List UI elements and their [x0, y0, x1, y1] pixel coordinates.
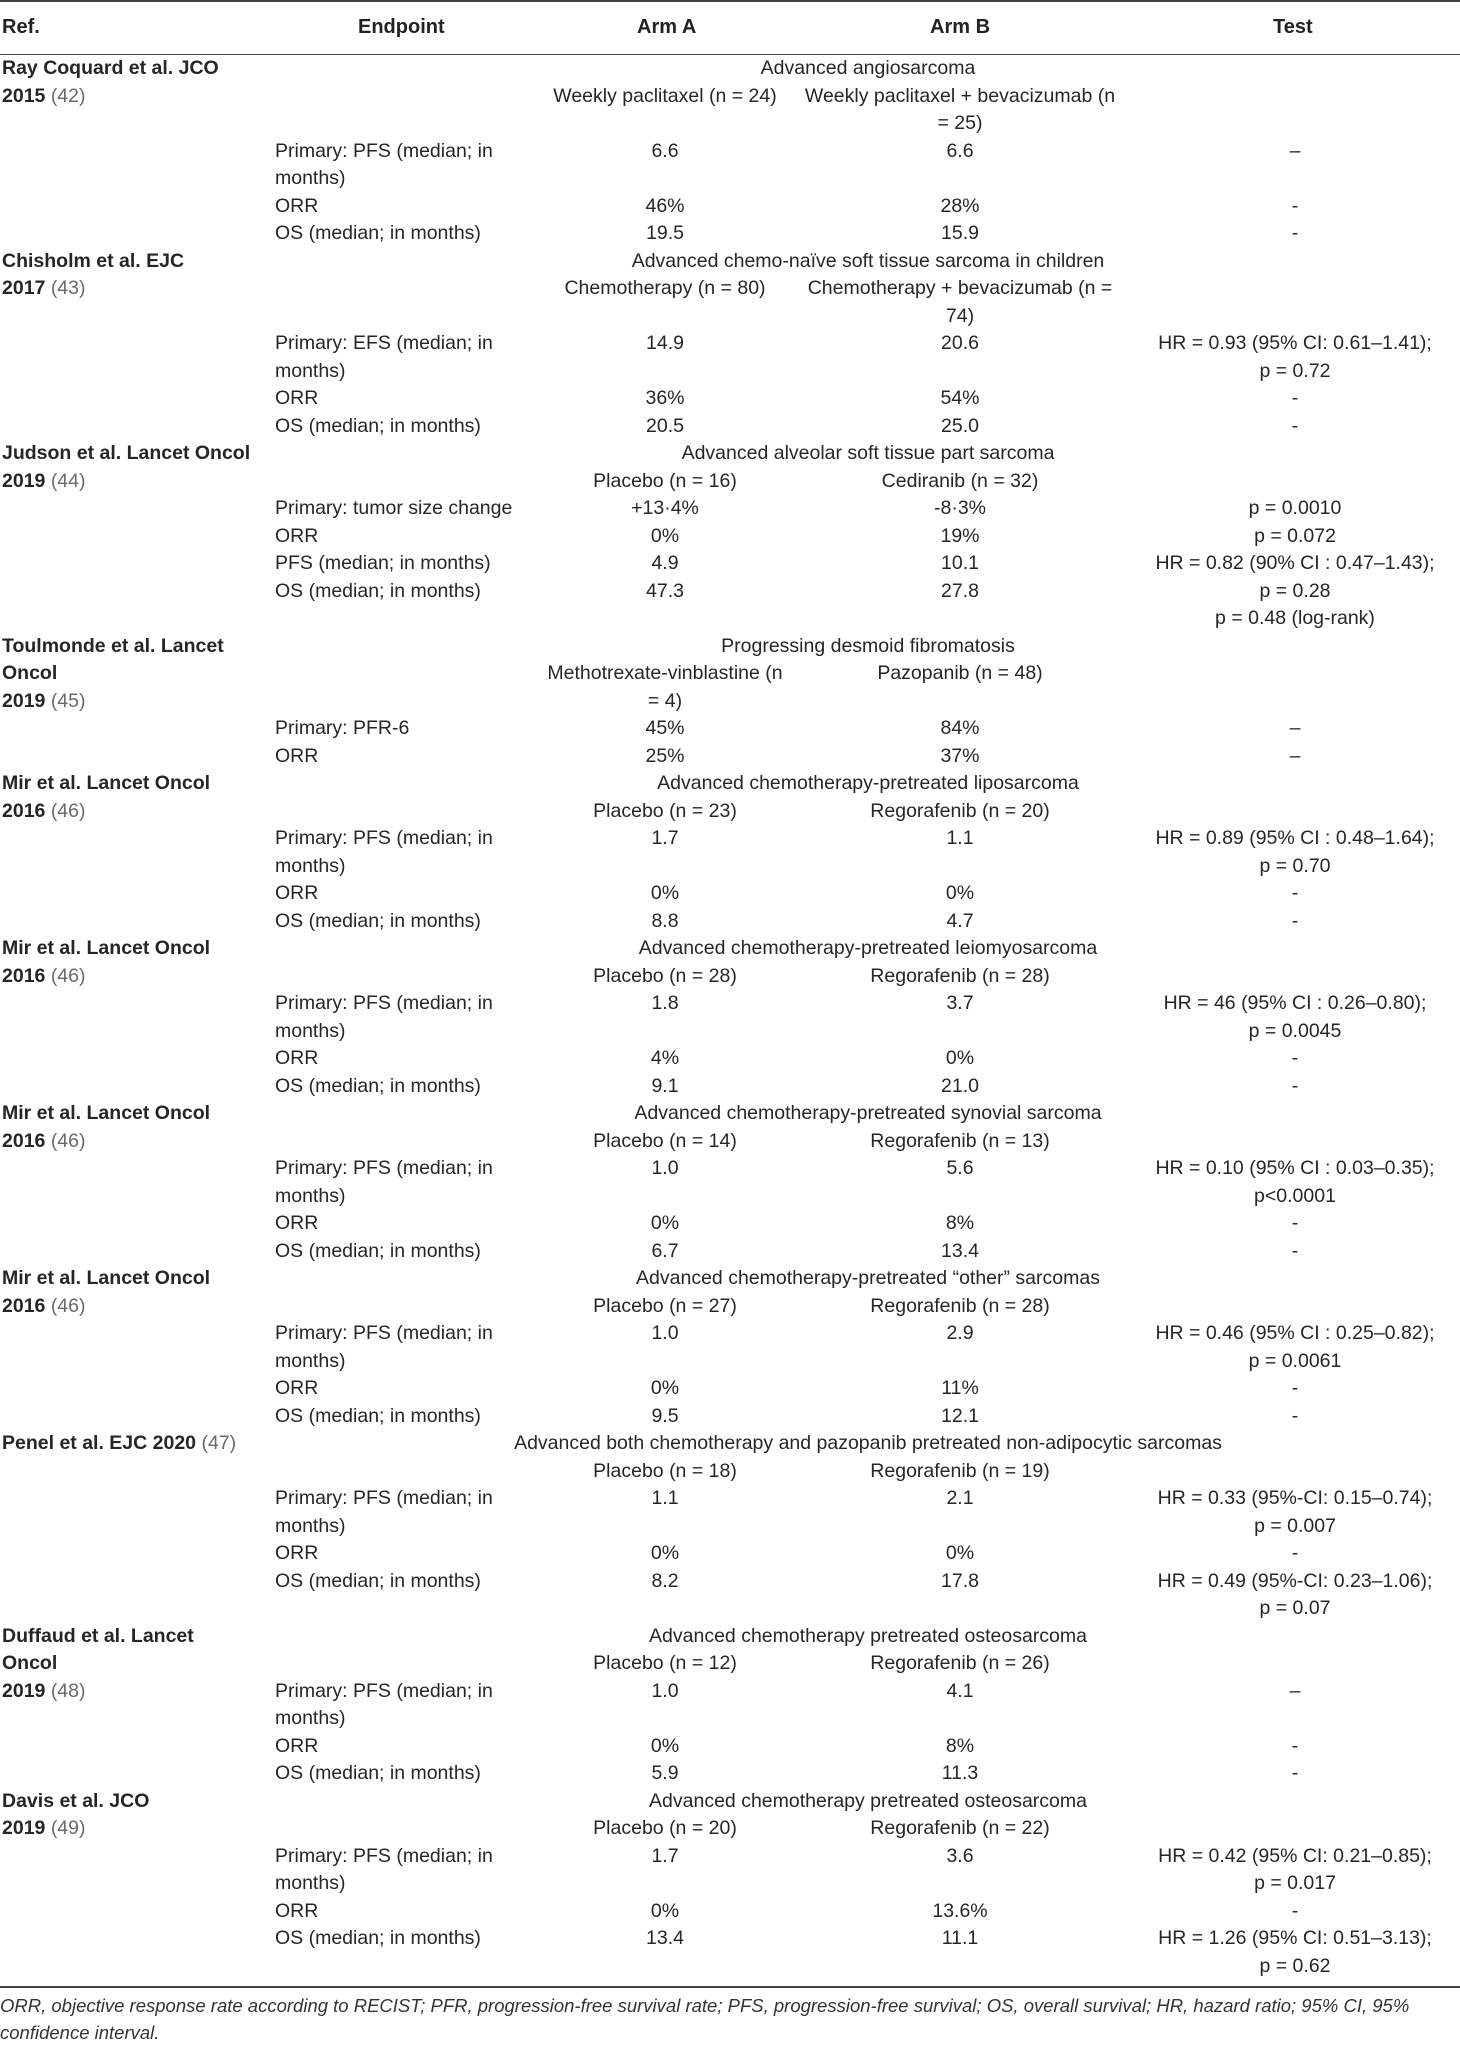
- arm-b-value: 17.8: [941, 1569, 979, 1592]
- test-result: –: [1289, 717, 1301, 739]
- endpoint-label: months): [275, 1514, 346, 1537]
- header-test: Test: [1273, 16, 1313, 38]
- arm-a-value: 0%: [650, 1542, 680, 1564]
- arm-b-value: 28%: [940, 194, 980, 217]
- study-reference: Ray Coquard et al. JCO: [2, 57, 219, 79]
- arm-b-value: 12.1: [941, 1404, 979, 1427]
- test-result: -: [1291, 1074, 1299, 1097]
- arm-b-value: 6.6: [946, 139, 974, 162]
- endpoint-label: OS (median; in months): [275, 1569, 481, 1592]
- endpoint-label: months): [275, 1349, 346, 1372]
- test-result: -: [1291, 1239, 1299, 1262]
- arm-b-label: Cediranib (n = 32): [881, 469, 1039, 492]
- arm-b-value: 54%: [940, 387, 980, 409]
- test-result: –: [1289, 1679, 1301, 1702]
- study-population: Advanced both chemotherapy and pazopanib pretreated non-adipocytic sarcomas: [514, 1432, 1222, 1454]
- arm-a-label: Placebo (n = 14): [593, 1129, 737, 1152]
- arm-b-value: 11%: [941, 1377, 979, 1399]
- test-result: -: [1291, 1542, 1299, 1564]
- arm-a-value: 0%: [650, 1377, 680, 1399]
- arm-b-label: Regorafenib (n = 26): [870, 1652, 1050, 1674]
- arm-a-value: 1.7: [651, 827, 679, 849]
- arm-a-value: 47.3: [646, 579, 684, 602]
- arm-b-value: 5.6: [946, 1157, 974, 1179]
- study-reference: Mir et al. Lancet Oncol: [2, 1102, 211, 1124]
- arm-b-value: 20.6: [941, 332, 979, 354]
- arm-b-value: 15.9: [941, 222, 979, 244]
- arm-a-label: = 4): [647, 689, 683, 712]
- test-result: -: [1291, 1899, 1299, 1922]
- study-reference: 2016 (46): [2, 1129, 86, 1152]
- arm-a-value: 1.0: [651, 1157, 679, 1179]
- arm-a-label: Methotrexate-vinblastine (n: [547, 662, 783, 684]
- endpoint-label: Primary: PFS (median; in: [275, 827, 493, 849]
- test-result: HR = 0.93 (95% CI: 0.61–1.41);: [1158, 332, 1432, 354]
- test-result: -: [1291, 1404, 1299, 1427]
- arm-a-value: 1.0: [651, 1322, 679, 1344]
- test-result: p = 0.017: [1254, 1872, 1336, 1894]
- study-reference: Chisholm et al. EJC: [2, 249, 185, 272]
- endpoint-label: Primary: PFS (median; in: [275, 1322, 493, 1344]
- arm-a-value: 4.9: [651, 552, 679, 574]
- arm-a-value: 1.1: [651, 1487, 679, 1509]
- arm-a-value: 0%: [650, 1899, 680, 1922]
- study-reference: 2019 (48): [2, 1679, 86, 1702]
- study-population: Advanced chemotherapy-pretreated “other” sarcomas: [636, 1267, 1100, 1289]
- arm-b-value: 10.1: [941, 552, 979, 574]
- endpoint-label: months): [275, 167, 346, 189]
- arm-b-value: 1.1: [946, 827, 974, 849]
- study-reference: 2016 (46): [2, 799, 86, 822]
- header-arm-a: Arm A: [637, 16, 697, 38]
- footnote-line: confidence interval.: [0, 2022, 160, 2043]
- citation-link[interactable]: (48): [50, 1679, 86, 1702]
- arm-b-label: 74): [945, 304, 975, 327]
- test-result: -: [1291, 1047, 1299, 1069]
- test-result: -: [1291, 194, 1299, 217]
- study-population: Advanced chemotherapy-pretreated liposarcoma: [657, 772, 1079, 794]
- test-result: -: [1291, 1762, 1299, 1784]
- arm-a-value: 0%: [650, 882, 680, 904]
- test-result: p = 0.72: [1259, 359, 1331, 382]
- endpoint-label: PFS (median; in months): [275, 552, 491, 574]
- endpoint-label: ORR: [275, 1542, 319, 1564]
- arm-b-value: 8%: [945, 1212, 975, 1234]
- endpoint-label: Primary: PFS (median; in: [275, 1679, 493, 1702]
- endpoint-label: Primary: PFS (median; in: [275, 1844, 493, 1867]
- endpoint-label: ORR: [275, 1377, 319, 1399]
- test-result: p = 0.70: [1259, 854, 1331, 877]
- header-ref: Ref.: [2, 16, 40, 38]
- endpoint-label: ORR: [275, 194, 319, 217]
- study-population: Advanced chemo-naïve soft tissue sarcoma in children: [631, 249, 1105, 272]
- study-reference: Penel et al. EJC 2020 (47): [2, 1432, 237, 1454]
- citation-link[interactable]: (46): [50, 799, 86, 822]
- test-result: HR = 0.46 (95% CI : 0.25–0.82);: [1155, 1322, 1435, 1344]
- arm-b-label: Regorafenib (n = 28): [870, 964, 1050, 987]
- table-header: [0, 0, 1460, 55]
- test-result: -: [1291, 909, 1299, 932]
- arm-b-value: 25.0: [941, 414, 979, 437]
- test-result: -: [1291, 222, 1299, 244]
- test-result: -: [1291, 387, 1299, 409]
- arm-a-label: Placebo (n = 12): [593, 1652, 737, 1674]
- arm-a-value: 9.5: [651, 1404, 679, 1427]
- endpoint-label: Primary: PFS (median; in: [275, 992, 493, 1014]
- test-result: HR = 0.89 (95% CI : 0.48–1.64);: [1155, 827, 1435, 849]
- endpoint-label: Primary: EFS (median; in: [275, 332, 493, 354]
- endpoint-label: OS (median; in months): [275, 1239, 481, 1262]
- endpoint-label: months): [275, 1019, 346, 1042]
- endpoint-label: ORR: [275, 524, 319, 547]
- arm-a-label: Placebo (n = 27): [593, 1294, 737, 1317]
- test-result: HR = 0.82 (90% CI : 0.47–1.43);: [1155, 552, 1435, 574]
- endpoint-label: months): [275, 1707, 346, 1729]
- arm-b-label: Pazopanib (n = 48): [877, 662, 1043, 684]
- endpoint-label: ORR: [275, 1047, 319, 1069]
- arm-a-value: 8.2: [651, 1569, 679, 1592]
- arm-a-label: Placebo (n = 16): [593, 469, 737, 492]
- study-population: Advanced chemotherapy pretreated osteosarcoma: [649, 1624, 1087, 1647]
- endpoint-label: OS (median; in months): [275, 579, 481, 602]
- test-result: HR = 0.10 (95% CI : 0.03–0.35);: [1155, 1157, 1435, 1179]
- test-result: HR = 46 (95% CI : 0.26–0.80);: [1163, 992, 1427, 1014]
- test-result: -: [1291, 1212, 1299, 1234]
- arm-b-label: Regorafenib (n = 28): [870, 1294, 1050, 1317]
- study-population: Progressing desmoid fibromatosis: [721, 634, 1015, 657]
- arm-b-value: 0%: [945, 882, 975, 904]
- arm-a-value: 4%: [650, 1047, 680, 1069]
- table-bottom-rule: [0, 1986, 1460, 1988]
- endpoint-label: OS (median; in months): [275, 1927, 481, 1949]
- study-reference: 2017 (43): [2, 277, 86, 299]
- endpoint-label: months): [275, 1872, 346, 1894]
- arm-a-value: 6.7: [651, 1239, 679, 1262]
- header-endpoint: Endpoint: [358, 16, 445, 38]
- arm-b-value: -8·3%: [933, 497, 987, 519]
- arm-a-value: 14.9: [646, 332, 684, 354]
- arm-a-value: 0%: [650, 524, 680, 547]
- test-result: –: [1289, 139, 1301, 162]
- study-reference: 2015 (42): [2, 84, 86, 107]
- arm-b-value: 21.0: [941, 1074, 979, 1097]
- arm-b-value: 2.1: [946, 1487, 974, 1509]
- arm-a-value: 1.0: [651, 1679, 679, 1702]
- arm-a-value: 0%: [650, 1734, 680, 1757]
- arm-a-value: 25%: [645, 744, 685, 767]
- arm-b-value: 8%: [945, 1734, 975, 1757]
- citation-link[interactable]: (44): [50, 469, 86, 492]
- arm-b-value: 4.7: [946, 909, 974, 932]
- arm-a-value: 20.5: [646, 414, 684, 437]
- arm-a-value: 5.9: [651, 1762, 679, 1784]
- arm-a-value: 1.7: [651, 1844, 679, 1867]
- arm-b-value: 84%: [940, 717, 980, 739]
- test-result: p = 0.0045: [1248, 1019, 1342, 1042]
- citation-link[interactable]: (46): [50, 1294, 86, 1317]
- citation-link[interactable]: (46): [50, 1129, 86, 1152]
- endpoint-label: OS (median; in months): [275, 1762, 481, 1784]
- study-reference: Davis et al. JCO: [2, 1789, 150, 1812]
- study-population: Advanced chemotherapy pretreated osteosarcoma: [649, 1789, 1087, 1812]
- arm-b-value: 11.1: [941, 1927, 979, 1949]
- test-result: p<0.0001: [1254, 1184, 1336, 1207]
- citation-link[interactable]: (45): [50, 689, 86, 712]
- endpoint-label: months): [275, 359, 346, 382]
- arm-a-value: 8.8: [651, 909, 679, 932]
- arm-a-label: Chemotherapy (n = 80): [564, 277, 766, 299]
- study-reference: Duffaud et al. Lancet: [2, 1624, 194, 1647]
- test-result: -: [1291, 1377, 1299, 1399]
- arm-b-value: 4.1: [946, 1679, 974, 1702]
- study-reference: Mir et al. Lancet Oncol: [2, 937, 211, 959]
- study-population: Advanced chemotherapy-pretreated synovial sarcoma: [634, 1102, 1102, 1124]
- arm-a-value: +13·4%: [631, 497, 699, 519]
- arm-a-label: Weekly paclitaxel (n = 24): [553, 84, 777, 107]
- study-population: Advanced alveolar soft tissue part sarcoma: [681, 442, 1055, 464]
- arm-b-value: 0%: [945, 1047, 975, 1069]
- test-result: p = 0.0010: [1248, 497, 1342, 519]
- test-result: p = 0.072: [1254, 524, 1336, 547]
- test-result: p = 0.48 (log-rank): [1215, 607, 1375, 629]
- arm-b-label: Regorafenib (n = 19): [870, 1459, 1050, 1482]
- citation-link[interactable]: (43): [50, 277, 86, 299]
- arm-b-label: = 25): [937, 112, 983, 134]
- study-reference: Mir et al. Lancet Oncol: [2, 772, 211, 794]
- study-reference: Mir et al. Lancet Oncol: [2, 1267, 211, 1289]
- test-result: -: [1291, 414, 1299, 437]
- citation-link[interactable]: (47): [201, 1432, 237, 1454]
- arm-a-label: Placebo (n = 18): [593, 1459, 737, 1482]
- arm-b-value: 13.6%: [932, 1899, 988, 1922]
- arm-b-value: 37%: [940, 744, 980, 767]
- endpoint-label: ORR: [275, 1734, 319, 1757]
- study-population: Advanced chemotherapy-pretreated leiomyosarcoma: [638, 937, 1098, 959]
- study-reference: Oncol: [2, 662, 58, 684]
- test-result: p = 0.007: [1254, 1514, 1336, 1537]
- endpoint-label: months): [275, 1184, 346, 1207]
- citation-link[interactable]: (49): [50, 1817, 86, 1839]
- arm-a-label: Placebo (n = 20): [593, 1817, 737, 1839]
- endpoint-label: Primary: tumor size change: [275, 497, 513, 519]
- arm-a-value: 45%: [645, 717, 685, 739]
- test-result: p = 0.0061: [1248, 1349, 1342, 1372]
- study-reference: Oncol: [2, 1652, 58, 1674]
- arm-b-value: 2.9: [946, 1322, 974, 1344]
- arm-b-value: 19%: [940, 524, 980, 547]
- arm-a-value: 9.1: [651, 1074, 679, 1097]
- endpoint-label: OS (median; in months): [275, 1404, 481, 1427]
- study-reference: 2019 (49): [2, 1817, 86, 1839]
- header-arm-b: Arm B: [930, 16, 991, 38]
- study-population: Advanced angiosarcoma: [760, 57, 976, 79]
- endpoint-label: Primary: PFS (median; in: [275, 1157, 493, 1179]
- arm-a-value: 1.8: [651, 992, 679, 1014]
- endpoint-label: ORR: [275, 882, 319, 904]
- arm-a-value: 6.6: [651, 139, 679, 162]
- arm-b-value: 0%: [945, 1542, 975, 1564]
- arm-a-value: 0%: [650, 1212, 680, 1234]
- test-result: HR = 0.42 (95% CI: 0.21–0.85);: [1158, 1844, 1432, 1867]
- arm-b-label: Regorafenib (n = 22): [870, 1817, 1050, 1839]
- footnote-line: ORR, objective response rate according to RECIST; PFR, progression-free survival rate; PFS, progression-free survival; OS, overall survival; HR, hazard ratio; 95% CI, 95%: [0, 1995, 1410, 2016]
- arm-b-label: Regorafenib (n = 20): [870, 799, 1050, 822]
- endpoint-label: ORR: [275, 1212, 319, 1234]
- endpoint-label: ORR: [275, 744, 319, 767]
- endpoint-label: OS (median; in months): [275, 414, 481, 437]
- table-footnote: [0, 1992, 1460, 2046]
- citation-link[interactable]: (46): [50, 964, 86, 987]
- arm-a-value: 36%: [645, 387, 685, 409]
- arm-b-value: 3.7: [946, 992, 974, 1014]
- arm-a-label: Placebo (n = 28): [593, 964, 737, 987]
- arm-b-value: 27.8: [941, 579, 979, 602]
- arm-a-label: Placebo (n = 23): [593, 799, 737, 822]
- arm-a-value: 19.5: [646, 222, 684, 244]
- study-reference: Toulmonde et al. Lancet: [2, 634, 224, 657]
- endpoint-label: ORR: [275, 387, 319, 409]
- test-result: -: [1291, 882, 1299, 904]
- endpoint-label: OS (median; in months): [275, 222, 481, 244]
- arm-b-label: Chemotherapy + bevacizumab (n =: [807, 277, 1113, 299]
- arm-a-value: 13.4: [646, 1927, 684, 1949]
- test-result: p = 0.28: [1259, 579, 1331, 602]
- endpoint-label: Primary: PFS (median; in: [275, 139, 493, 162]
- study-reference: 2019 (45): [2, 689, 86, 712]
- test-result: –: [1289, 744, 1301, 767]
- study-reference: 2016 (46): [2, 1294, 86, 1317]
- study-reference: Judson et al. Lancet Oncol: [2, 442, 251, 464]
- endpoint-label: ORR: [275, 1899, 319, 1922]
- arm-a-value: 46%: [645, 194, 685, 217]
- endpoint-label: months): [275, 854, 346, 877]
- test-result: -: [1291, 1734, 1299, 1757]
- test-result: HR = 0.33 (95%-CI: 0.15–0.74);: [1157, 1487, 1433, 1509]
- test-result: p = 0.62: [1259, 1954, 1331, 1977]
- test-result: HR = 1.26 (95% CI: 0.51–3.13);: [1158, 1927, 1432, 1949]
- test-result: HR = 0.49 (95%-CI: 0.23–1.06);: [1157, 1569, 1433, 1592]
- test-result: p = 0.07: [1259, 1597, 1331, 1619]
- arm-b-label: Regorafenib (n = 13): [870, 1129, 1050, 1152]
- endpoint-label: OS (median; in months): [275, 909, 481, 932]
- endpoint-label: OS (median; in months): [275, 1074, 481, 1097]
- arm-b-value: 13.4: [941, 1239, 979, 1262]
- arm-b-value: 11.3: [941, 1762, 979, 1784]
- study-reference: 2019 (44): [2, 469, 86, 492]
- endpoint-label: Primary: PFS (median; in: [275, 1487, 493, 1509]
- citation-link[interactable]: (42): [50, 84, 86, 107]
- study-reference: 2016 (46): [2, 964, 86, 987]
- endpoint-label: Primary: PFR-6: [275, 717, 410, 739]
- arm-b-label: Weekly paclitaxel + bevacizumab (n: [804, 84, 1116, 107]
- arm-b-value: 3.6: [946, 1844, 974, 1867]
